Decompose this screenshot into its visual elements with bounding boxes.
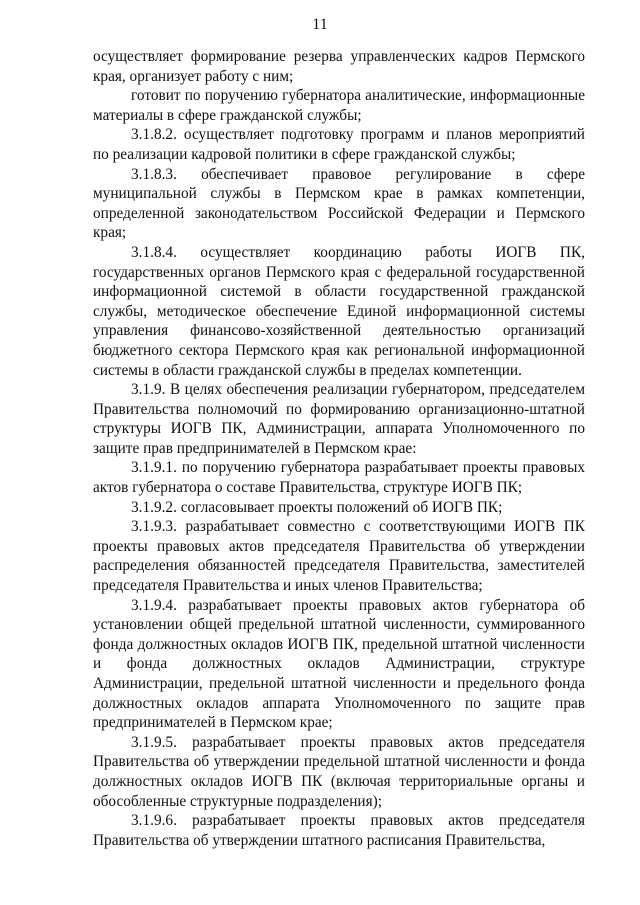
- paragraph: 3.1.9.3. разрабатывает совместно с соответствующими ИОГВ ПК проекты правовых актов председателя Правительства об утверждении распределения обязанностей председателя Правительства, заместителей председателя Правительства и иных членов Правительства;: [93, 518, 585, 595]
- paragraph: 3.1.9.6. разрабатывает проекты правовых актов председателя Правительства об утверждении штатного расписания Правительства,: [93, 812, 585, 849]
- paragraph: 3.1.8.4. осуществляет координацию работы ИОГВ ПК, государственных органов Пермского края с федеральной государственной информационной системой в области государственной гражданской службы, методическое обеспечение Единой информационной системы управления финансово-хозяйственной деятельностью организаций бюджетного сектора Пермского края как региональной информационной системы в области гражданской службы в пределах компетенции.: [93, 243, 585, 379]
- paragraph: 3.1.9.1. по поручению губернатора разрабатывает проекты правовых актов губернатора о составе Правительства, структуре ИОГВ ПК;: [93, 459, 585, 497]
- paragraph: осуществляет формирование резерва управленческих кадров Пермского края, организует работу с ним;: [93, 48, 585, 85]
- paragraph: 3.1.9.2. согласовывает проекты положений об ИОГВ ПК;: [131, 498, 503, 516]
- paragraph: 3.1.9. В целях обеспечения реализации губернатором, председателем Правительства полномочий по формированию организационно-штатной структуры ИОГВ ПК, Администрации, аппарата Уполномоченного по защите прав предпринимателей в Пермском крае:: [93, 381, 585, 457]
- paragraph: готовит по поручению губернатора аналитические, информационные материалы в сфере гражданской службы;: [93, 87, 585, 124]
- paragraph: 3.1.8.2. осуществляет подготовку программ и планов мероприятий по реализации кадровой политики в сфере гражданской службы;: [93, 126, 585, 163]
- paragraph: 3.1.9.4. разрабатывает проекты правовых актов губернатора об установлении общей предельной штатной численности, суммированного фонда должностных окладов ИОГВ ПК, предельной штатной численности и фонда должностных окладов Администрации, структуре Администрации, предельной штатной численности и предельного фонда должностных окладов аппарата Уполномоченного по защите прав предпринимателей в Пермском крае;: [93, 596, 585, 732]
- document-body: [93, 47, 585, 850]
- paragraph: 3.1.8.3. обеспечивает правовое регулирование в сфере муниципальной службы в Пермском крае в рамках компетенции, определенной законодательством Российской Федерации и Пермского края;: [93, 165, 585, 242]
- paragraph: 3.1.9.5. разрабатывает проекты правовых актов председателя Правительства об утверждении предельной штатной численности и фонда должностных окладов ИОГВ ПК (включая территориальные органы и обособленные структурные подразделения);: [93, 733, 585, 810]
- page-number: 11: [312, 16, 328, 33]
